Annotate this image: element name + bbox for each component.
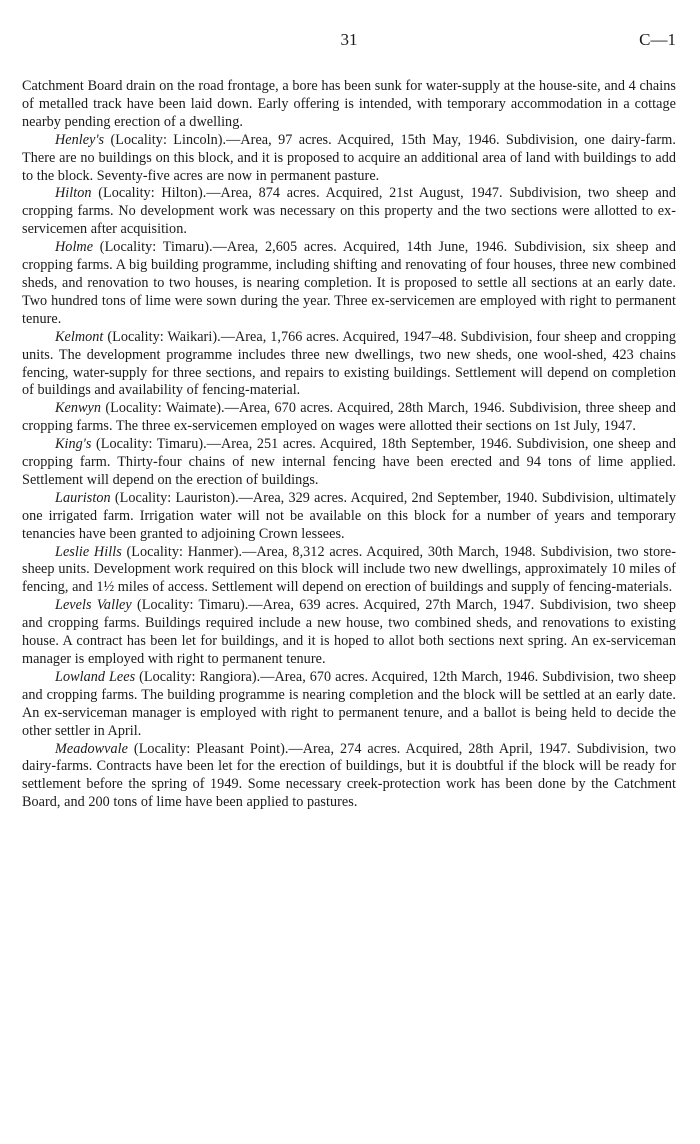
page-number: 31 [340,30,358,49]
property-name: Levels Valley [55,597,132,614]
property-name: Henley's [55,131,105,148]
paragraph-text: (Locality: Waikari).—Area, 1,766 acres. Acquired, 1947–48. Subdivision, four sheep and cropping units. The development programme includes three new dwellings, two new sheds, one wool-shed, 423 chains fencing, water-supply for three sections, and repairs to existing buildings. Settlement will depend on completion of buildings and availability of fencing-material. [22,328,676,399]
paragraph-text: (Locality: Waimate).—Area, 670 acres. Acquired, 28th March, 1946. Subdivision, three sheep and cropping farms. The three ex-servicemen employed on wages were allotted their sections on 1st July, 1947. [22,400,676,435]
paragraph-text: (Locality: Timaru).—Area, 251 acres. Acquired, 18th September, 1946. Subdivision, one sheep and cropping farm. Thirty-four chains of new internal fencing have been erected and 94 tons of lime applied. Settlement will depend on the erection of buildings. [22,436,676,488]
paragraph-continuation [22,78,676,132]
paragraph-leslie-hills [22,544,676,598]
paragraph-holme [22,239,676,329]
property-name: Kelmont [55,328,104,345]
paragraph-text: (Locality: Hanmer).—Area, 8,312 acres. Acquired, 30th March, 1948. Subdivision, two store-sheep units. Development work required on this block will include two new dwellings, approximately 10 miles of fencing, and 1½ miles of access. Settlement will depend on erection of buildings and supply of fencing-materials. [22,543,676,596]
paragraph-text: (Locality: Lauriston).—Area, 329 acres. Acquired, 2nd September, 1940. Subdivision, ultimately one irrigated farm. Irrigation water will not be available on this block for a number of years and temporary tenancies have been granted to adjoining Crown lessees. [22,489,676,542]
paragraph-lowland-lees [22,669,676,741]
paragraph-text: (Locality: Rangiora).—Area, 670 acres. Acquired, 12th March, 1946. Subdivision, two sheep and cropping farms. The building programme is nearing completion and the block will be settled at an early date. An ex-serviceman manager is employed with right to permanent tenure, and a ballot is being held to decide the other settler in April. [22,668,676,739]
paragraph-text: (Locality: Timaru).—Area, 639 acres. Acquired, 27th March, 1947. Subdivision, two sheep and cropping farms. Buildings required include a new house, two combined sheds, and renovations to existing house. A contract has been let for buildings, and it is hoped to allot both sections next spring. An ex-serviceman manager is employed with right to permanent tenure. [22,597,677,667]
paragraph-text: Catchment Board drain on the road frontage, a bore has been sunk for water-supply at the house-site, and 4 chains of metalled track have been laid down. Early offering is intended, with temporary accommodation in a cottage nearby pending erection of a dwelling. [22,78,676,130]
paragraph-lauriston [22,490,676,544]
paragraph-text: (Locality: Timaru).—Area, 2,605 acres. Acquired, 14th June, 1946. Subdivision, six sheep and cropping farms. A big building programme, including shifting and renovating of four houses, three new combined sheds, and renovation to two houses, is nearing completion. It is proposed to settle all sections at an early date. Two hundred tons of lime were sown during the year. Three ex-servicemen are employed with right to permanent tenure. [22,239,676,327]
property-name: Meadowvale [55,740,128,757]
paragraph-meadowvale [22,741,676,813]
paragraph-kings [22,436,676,490]
paragraph-text: (Locality: Pleasant Point).—Area, 274 acres. Acquired, 28th April, 1947. Subdivision, two dairy-farms. Contracts have been let for the erection of buildings, but it is doubtful if the block will be ready for settlement before the spring of 1949. Some necessary creek-protection work has been done by the Catchment Board, and 200 tons of lime have been applied to pastures. [22,740,676,811]
parliamentary-paper-reference: C—1 [639,30,676,49]
paragraph-levels-valley [22,597,676,669]
paragraph-henleys [22,132,676,186]
page-header [22,28,676,54]
paragraph-kenwyn [22,400,676,436]
property-name: Kenwyn [55,400,102,417]
property-name: Hilton [55,185,92,202]
property-name: Lowland Lees [55,668,136,685]
property-name: Holme [55,239,94,256]
paragraph-kelmont [22,329,676,401]
paragraph-hilton [22,185,676,239]
property-name: Leslie Hills [55,543,122,560]
paragraph-text: (Locality: Lincoln).—Area, 97 acres. Acquired, 15th May, 1946. Subdivision, one dairy-farm. There are no buildings on this block, and it is proposed to acquire an additional area of land with buildings to add to the block. Seventy-five acres are now in permanent pasture. [22,131,676,184]
body-text [22,78,676,812]
document-page [22,28,676,812]
paragraph-text: (Locality: Hilton).—Area, 874 acres. Acquired, 21st August, 1947. Subdivision, two sheep and cropping farms. No development work was necessary on this property and the two sections were allotted to ex-servicemen after acquisition. [22,185,676,238]
property-name: Lauriston [55,489,111,506]
property-name: King's [55,436,92,453]
